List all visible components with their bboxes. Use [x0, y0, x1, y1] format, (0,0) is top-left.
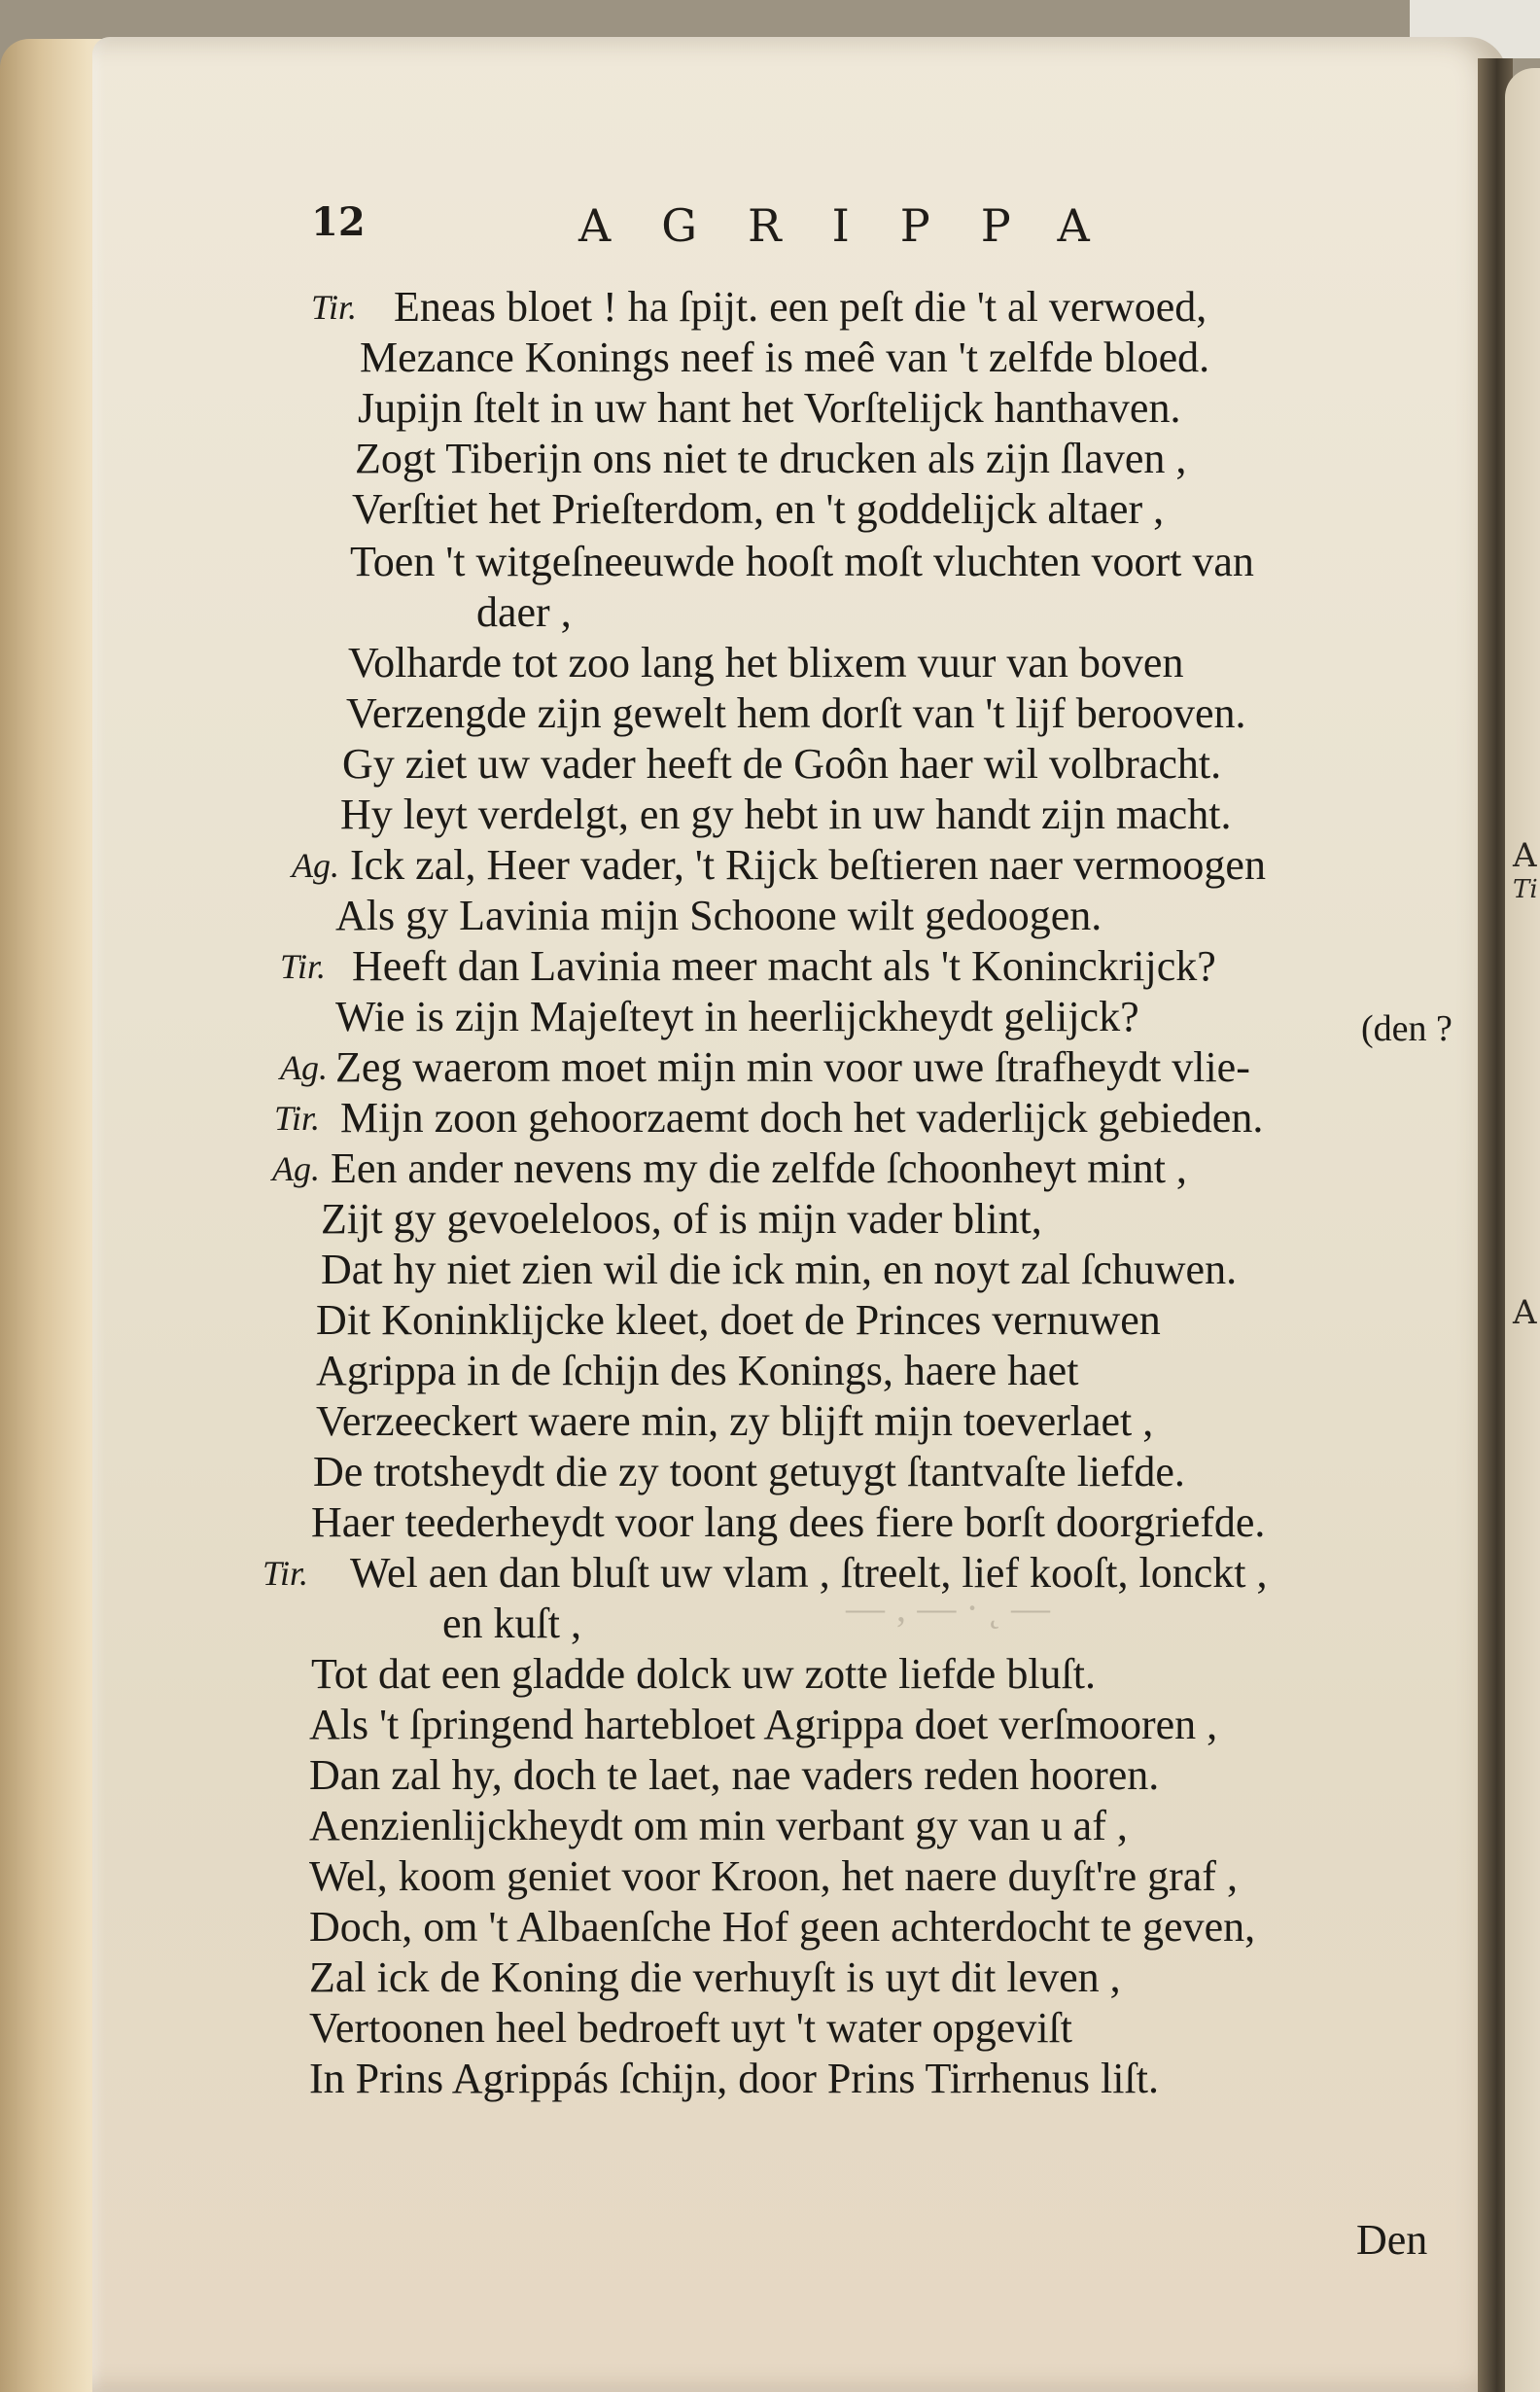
speaker-label: Tir. — [262, 1554, 309, 1593]
verse-line: Volharde tot zoo lang het blixem vuur van boven — [348, 639, 1184, 686]
verse-line: Tot dat een gladde dolck uw zotte liefde bluſt. — [311, 1650, 1096, 1698]
verse-line: Agrippa in de ſchijn des Konings, haere haet — [316, 1347, 1079, 1394]
verse-line: Doch, om 't Albaenſche Hof geen achterdocht te geven, — [309, 1903, 1256, 1951]
verse-line-turnover: (den ? — [1361, 1008, 1452, 1049]
page-number: 12 — [311, 199, 366, 245]
speaker-label: Ag. — [292, 846, 339, 885]
verse-line: Ick zal, Heer vader, 't Rijck beſtieren naer vermoogen — [350, 841, 1266, 889]
verse-line: Dit Koninklijcke kleet, doet de Princes vernuwen — [316, 1296, 1161, 1344]
next-page-fragment: A — [1513, 1293, 1537, 1332]
speaker-label: Tir. — [274, 1099, 321, 1138]
speaker-label: Tir. — [311, 288, 358, 327]
speaker-label: Ag. — [280, 1048, 328, 1087]
verse-line: en kuſt , — [442, 1600, 581, 1647]
verse-line: In Prins Agrippás ſchijn, door Prins Tirrhenus liſt. — [309, 2055, 1159, 2102]
verse-line: Gy ziet uw vader heeft de Goôn haer wil volbracht. — [342, 740, 1222, 788]
verse-line: Verſtiet het Prieſterdom, en 't goddelijck altaer , — [352, 485, 1165, 533]
verse-line: Dan zal hy, doch te laet, nae vaders reden hooren. — [309, 1751, 1160, 1799]
verse-line: daer , — [476, 588, 572, 636]
verse-line: Vertoonen heel bedroeft uyt 't water opgeviſt — [309, 2004, 1072, 2052]
verse-line: Verzeeckert waere min, zy blijft mijn toeverlaet , — [316, 1397, 1154, 1445]
verse-line: Als 't ſpringend hartebloet Agrippa doet verſmooren , — [309, 1701, 1218, 1748]
verse-line: Hy leyt verdelgt, en gy hebt in uw handt zijn macht. — [340, 791, 1232, 838]
verse-line: Eneas bloet ! ha ſpijt. een peſt die 't al verwoed, — [394, 283, 1208, 331]
verse-line: Dat hy niet zien wil die ick min, en noyt zal ſchuwen. — [321, 1246, 1238, 1293]
running-title: AGRIPPA — [578, 199, 1140, 252]
verse-line: Zeg waerom moet mijn min voor uwe ſtrafheydt vlie- — [335, 1043, 1250, 1091]
show-through-text: — ‚ — · ˛ — — [846, 1586, 1050, 1630]
next-page-fragment: A — [1513, 836, 1537, 875]
speaker-label: Tir. — [280, 947, 327, 986]
verse-line: Verzengde zijn gewelt hem dorſt van 't lijf berooven. — [346, 689, 1246, 737]
verse-line: De trotsheydt die zy toont getuygt ſtantvaſte liefde. — [313, 1448, 1185, 1495]
verse-line: Toen 't witgeſneeuwde hooſt moſt vluchten voort van — [350, 538, 1254, 585]
verse-line: Als gy Lavinia mijn Schoone wilt gedoogen. — [335, 892, 1102, 939]
verse-line: Zogt Tiberijn ons niet te drucken als zijn ſlaven , — [355, 435, 1187, 482]
verse-line: Wel, koom geniet voor Kroon, het naere duyſt're graf , — [309, 1852, 1238, 1900]
verse-line: Aenzienlijckheydt om min verbant gy van u af , — [309, 1802, 1128, 1849]
speaker-label: Ag. — [272, 1149, 320, 1188]
verse-line: Mezance Konings neef is meê van 't zelfde bloed. — [360, 334, 1210, 381]
verse-line: Wie is zijn Majeſteyt in heerlijckheydt gelijck? — [335, 993, 1139, 1040]
verse-line: Mijn zoon gehoorzaemt doch het vaderlijck gebieden. — [340, 1094, 1264, 1142]
page-header — [311, 199, 1283, 277]
next-page-fragment: Ti — [1513, 875, 1538, 904]
verse-line: Jupijn ſtelt in uw hant het Vorſtelijck hanthaven. — [358, 384, 1181, 432]
catchword: Den — [1356, 2216, 1428, 2264]
verse-line: Heeft dan Lavinia meer macht als 't Koninckrijck? — [352, 942, 1216, 990]
verse-text — [0, 282, 1540, 2275]
verse-line: Haer teederheydt voor lang dees fiere borſt doorgriefde. — [311, 1498, 1266, 1546]
verse-line: Zijt gy gevoeleloos, of is mijn vader blint, — [321, 1195, 1042, 1243]
verse-line: Wel aen dan bluſt uw vlam , ſtreelt, lief kooſt, lonckt , — [350, 1549, 1268, 1597]
verse-line: Zal ick de Koning die verhuyſt is uyt dit leven , — [309, 1953, 1121, 2001]
verse-line: Een ander nevens my die zelfde ſchoonheyt mint , — [331, 1144, 1187, 1192]
